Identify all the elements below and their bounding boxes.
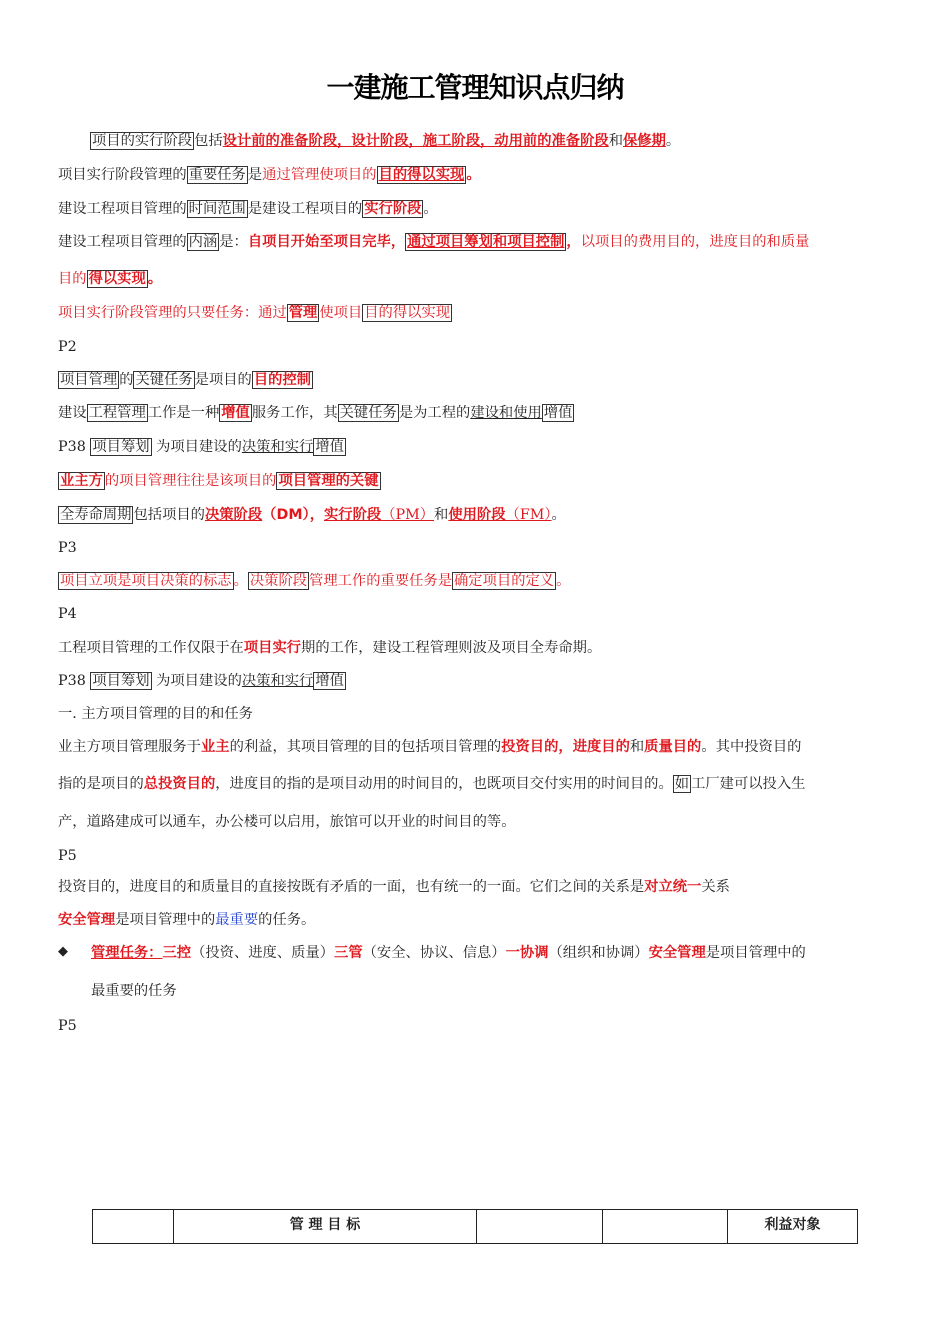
line-12 [58, 571, 570, 591]
section-heading: 一. 主方项目管理的目的和任务 [58, 706, 253, 722]
highlight: 安全管理 [58, 912, 116, 928]
highlight: 投资目的 [501, 739, 559, 755]
text: 和 [434, 507, 449, 523]
highlight: 保修期 [622, 133, 666, 149]
page-title: 一建施工管理知识点归纳 [326, 71, 624, 104]
red-text: 项目实行阶段管理的只要任务：通过 [58, 305, 287, 321]
line-9 [58, 437, 346, 457]
line-8 [58, 403, 574, 423]
highlight: 项目管理的关键 [278, 473, 379, 489]
text: ， [558, 739, 573, 755]
text: 决策和实行 [241, 439, 314, 455]
text: ，进度目的指的是项目动用的时间目的，也既项目交付实用的时间目的。 [215, 776, 673, 792]
page-ref-p5: P5 [58, 848, 77, 864]
highlight: 得以实现 [88, 271, 146, 287]
highlight: 自项目开始至项目完毕， [247, 234, 406, 250]
text: 和 [608, 133, 623, 149]
red-text: 使项目 [319, 305, 363, 321]
red-text: 通过管理使项目的 [262, 167, 377, 183]
boxed-term: 项目立项是项目决策的标志 [60, 573, 232, 589]
text: 的利益，其项目管理的目的包括项目管理的 [229, 739, 502, 755]
text: 建设 [58, 405, 87, 421]
highlight: 目的控制 [253, 372, 312, 388]
text: 建设工程项目管理的 [58, 234, 187, 250]
line-11 [58, 505, 566, 525]
text: 决策和实行 [241, 673, 314, 689]
text: 包括项目的 [133, 507, 205, 523]
highlight: 管理任务： [91, 945, 163, 961]
highlight: 安全管理 [648, 945, 706, 961]
highlight: 对立统一 [644, 879, 702, 895]
boxed-term: 项目的实行阶段 [92, 133, 193, 149]
highlight: 实行阶段 [324, 507, 382, 523]
red-text: 管理工作的重要任务是 [309, 573, 453, 589]
boxed-term: 增值 [543, 405, 573, 421]
highlight: 管理 [288, 305, 318, 321]
text: 。 [233, 573, 248, 589]
blue-text: 最重要 [215, 912, 259, 928]
text: 和 [629, 739, 645, 755]
boxed-term: 增值 [315, 439, 344, 455]
text: 是： [219, 234, 248, 250]
highlight: 一协调 [505, 945, 549, 961]
red-text: 目的 [58, 271, 87, 287]
text: 投资目的，进度目的和质量目的直接按既有矛盾的一面，也有统一的一面。它们之间的关系是 [58, 879, 645, 895]
highlight: 业主 [200, 739, 230, 755]
text: 为项目建设的 [151, 673, 242, 689]
boxed-term: 工程管理 [88, 405, 146, 421]
text: 。 [556, 573, 571, 589]
text: 指的是项目的 [58, 776, 144, 792]
text: 。其中投资目的 [701, 739, 802, 755]
highlight: 决策阶段 [204, 507, 263, 523]
line-16 [58, 737, 801, 757]
text: P38 [58, 439, 91, 455]
text: （DM）， [262, 507, 324, 523]
page-ref-p5-second: P5 [58, 1018, 77, 1034]
highlight: 进度目的 [572, 739, 630, 755]
text: 是 [247, 167, 263, 183]
boxed-term: 决策阶段 [249, 573, 308, 589]
page-ref-p4: P4 [58, 606, 77, 622]
table-cell-header [728, 1210, 858, 1244]
page-ref-p3: P3 [58, 540, 77, 556]
line-7 [58, 370, 313, 390]
table-cell-header [174, 1210, 477, 1244]
text: 是项目管理中的 [705, 945, 806, 961]
text: （FM） [505, 507, 552, 523]
table-row [93, 1210, 858, 1244]
text: 。 [147, 271, 163, 287]
highlight: 设计前的准备阶段，设计阶段，施工阶段，动用前的准备阶段 [222, 133, 609, 149]
text: 。 [466, 167, 481, 183]
text: （安全、协议、信息） [362, 945, 506, 961]
line-22: 最重要的任务 [91, 983, 177, 999]
text: 是建设工程项目的 [247, 201, 363, 217]
boxed-term: 时间范围 [188, 201, 246, 217]
text: （PM） [381, 507, 435, 523]
text: 期的工作，建设工程管理则波及项目全寿命期。 [301, 640, 602, 656]
boxed-term: 项目管理 [60, 372, 118, 388]
line-1 [90, 131, 680, 151]
boxed-term: 项目筹划 [92, 439, 150, 455]
text: 工厂建可以投入生 [691, 776, 806, 792]
boxed-term: 增值 [315, 673, 344, 689]
boxed-term: 关键任务 [135, 372, 193, 388]
highlight: 增值 [221, 405, 250, 421]
boxed-term: 内涵 [188, 234, 218, 250]
text: 。 [551, 507, 566, 523]
text: 。 [423, 201, 438, 217]
boxed-term: 全寿命周期 [60, 507, 132, 523]
highlight: 总投资目的 [143, 776, 216, 792]
line-21 [91, 943, 806, 963]
highlight: 实行阶段 [364, 201, 422, 217]
boxed-term: 目的得以实现 [364, 305, 451, 321]
text: 工作，其 [280, 405, 338, 421]
text: 关系 [701, 879, 730, 895]
text: 是项目的 [194, 372, 252, 388]
highlight: 业主方 [60, 473, 103, 489]
text: 的 [119, 372, 134, 388]
text: 工作是一种 [147, 405, 220, 421]
line-2 [58, 165, 481, 185]
text: 是项目管理中的 [115, 912, 216, 928]
text: 建设和使用 [470, 405, 542, 421]
highlight: 目的得以实现 [378, 167, 465, 183]
line-6 [58, 303, 452, 323]
text: 项目实行阶段管理的 [58, 167, 187, 183]
text: 工程项目管理的工作仅限于在 [58, 640, 244, 656]
text: （投资、进度、质量） [191, 945, 335, 961]
text: 。 [665, 133, 681, 149]
text: 建设工程项目管理的 [58, 201, 187, 217]
boxed-term: 如 [674, 776, 690, 792]
text: 为项目建设的 [151, 439, 242, 455]
line-19 [58, 877, 730, 897]
boxed-term: 项目筹划 [92, 673, 150, 689]
text: 包括 [194, 133, 223, 149]
page-ref-p2: P2 [58, 339, 77, 355]
highlight: 三控 [162, 945, 192, 961]
line-14 [58, 671, 346, 691]
highlight: 通过项目筹划和项目控制 [407, 234, 565, 250]
text: 是为工程的 [398, 405, 471, 421]
line-18: 产，道路建成可以通车，办公楼可以启用，旅馆可以开业的时间目的等。 [58, 814, 516, 830]
line-17 [58, 774, 805, 794]
header-text: 管 理 目 标 [289, 1217, 361, 1233]
red-text: 以项目的费用目的，进度目的和质量 [580, 234, 810, 250]
boxed-term: 关键任务 [339, 405, 397, 421]
line-5 [58, 269, 162, 289]
management-goals-table [92, 1209, 858, 1244]
text: ， [566, 234, 581, 250]
text: P38 [58, 673, 91, 689]
bullet-icon: ◆ [58, 944, 68, 959]
highlight: 三管 [334, 945, 363, 961]
line-13 [58, 638, 601, 658]
boxed-term: 重要任务 [188, 167, 246, 183]
line-4 [58, 232, 809, 252]
text: 服务 [251, 405, 281, 421]
highlight: 项目实行 [243, 640, 302, 656]
red-text: 的项目管理往往是该项目的 [104, 473, 277, 489]
line-3 [58, 199, 438, 219]
table-cell [603, 1210, 728, 1244]
table-cell [477, 1210, 603, 1244]
text: （组织和协调） [548, 945, 649, 961]
line-20 [58, 910, 315, 930]
highlight: 质量目的 [644, 739, 702, 755]
boxed-term: 确定项目的定义 [454, 573, 555, 589]
highlight: 使用阶段 [448, 507, 506, 523]
header-text: 利益对象 [764, 1217, 821, 1233]
line-10 [58, 471, 381, 491]
table-cell [93, 1210, 174, 1244]
text: 的任务。 [258, 912, 316, 928]
text: 业主方项目管理服务于 [58, 739, 201, 755]
